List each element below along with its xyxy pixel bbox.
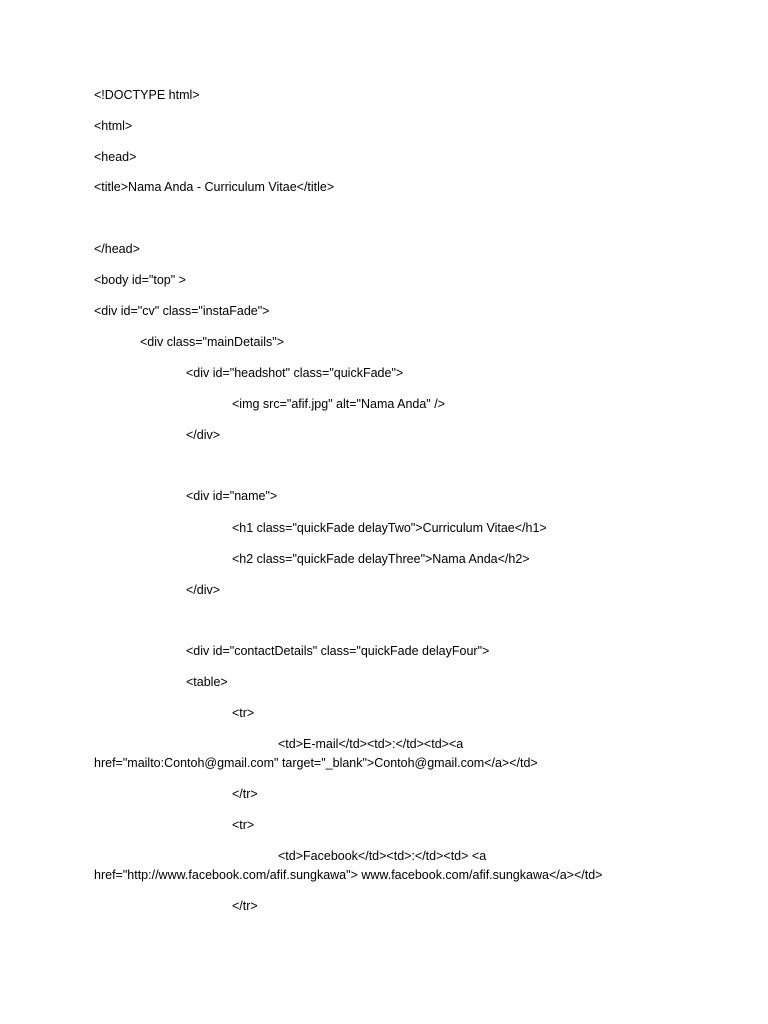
code-line: <img src="afif.jpg" alt="Nama Anda" /> — [232, 397, 445, 411]
code-line: </tr> — [232, 787, 258, 801]
code-line: <div id="contactDetails" class="quickFade delayFour"> — [186, 644, 490, 658]
code-line: <td>E-mail</td><td>:</td><td><a — [278, 737, 464, 751]
code-line: <tr> — [232, 706, 255, 720]
code-line: <div class="mainDetails"> — [140, 335, 285, 349]
code-line: <div id="headshot" class="quickFade"> — [186, 366, 404, 380]
code-line: href="mailto:Contoh@gmail.com" target="_blank">Contoh@gmail.com</a></td> — [94, 756, 538, 770]
code-line: </head> — [94, 242, 140, 256]
code-line: <h1 class="quickFade delayTwo">Curriculum Vitae</h1> — [232, 521, 547, 535]
code-line: <title>Nama Anda - Curriculum Vitae</title> — [94, 180, 335, 194]
code-line: <!DOCTYPE html> — [94, 88, 200, 102]
code-line: href="http://www.facebook.com/afif.sungkawa"> www.facebook.com/afif.sungkawa</a></td> — [94, 868, 603, 882]
code-line: </div> — [186, 583, 221, 597]
code-line: </tr> — [232, 899, 258, 913]
code-line: <div id="name"> — [186, 489, 278, 503]
code-line: <tr> — [232, 818, 255, 832]
code-line: <h2 class="quickFade delayThree">Nama Anda</h2> — [232, 552, 530, 566]
code-line: <head> — [94, 150, 137, 164]
code-line: <body id="top" > — [94, 273, 186, 287]
code-line: <td>Facebook</td><td>:</td><td> <a — [278, 849, 487, 863]
code-line: </div> — [186, 428, 221, 442]
code-line: <div id="cv" class="instaFade"> — [94, 304, 270, 318]
code-line: <html> — [94, 119, 133, 133]
code-line: <table> — [186, 675, 228, 689]
